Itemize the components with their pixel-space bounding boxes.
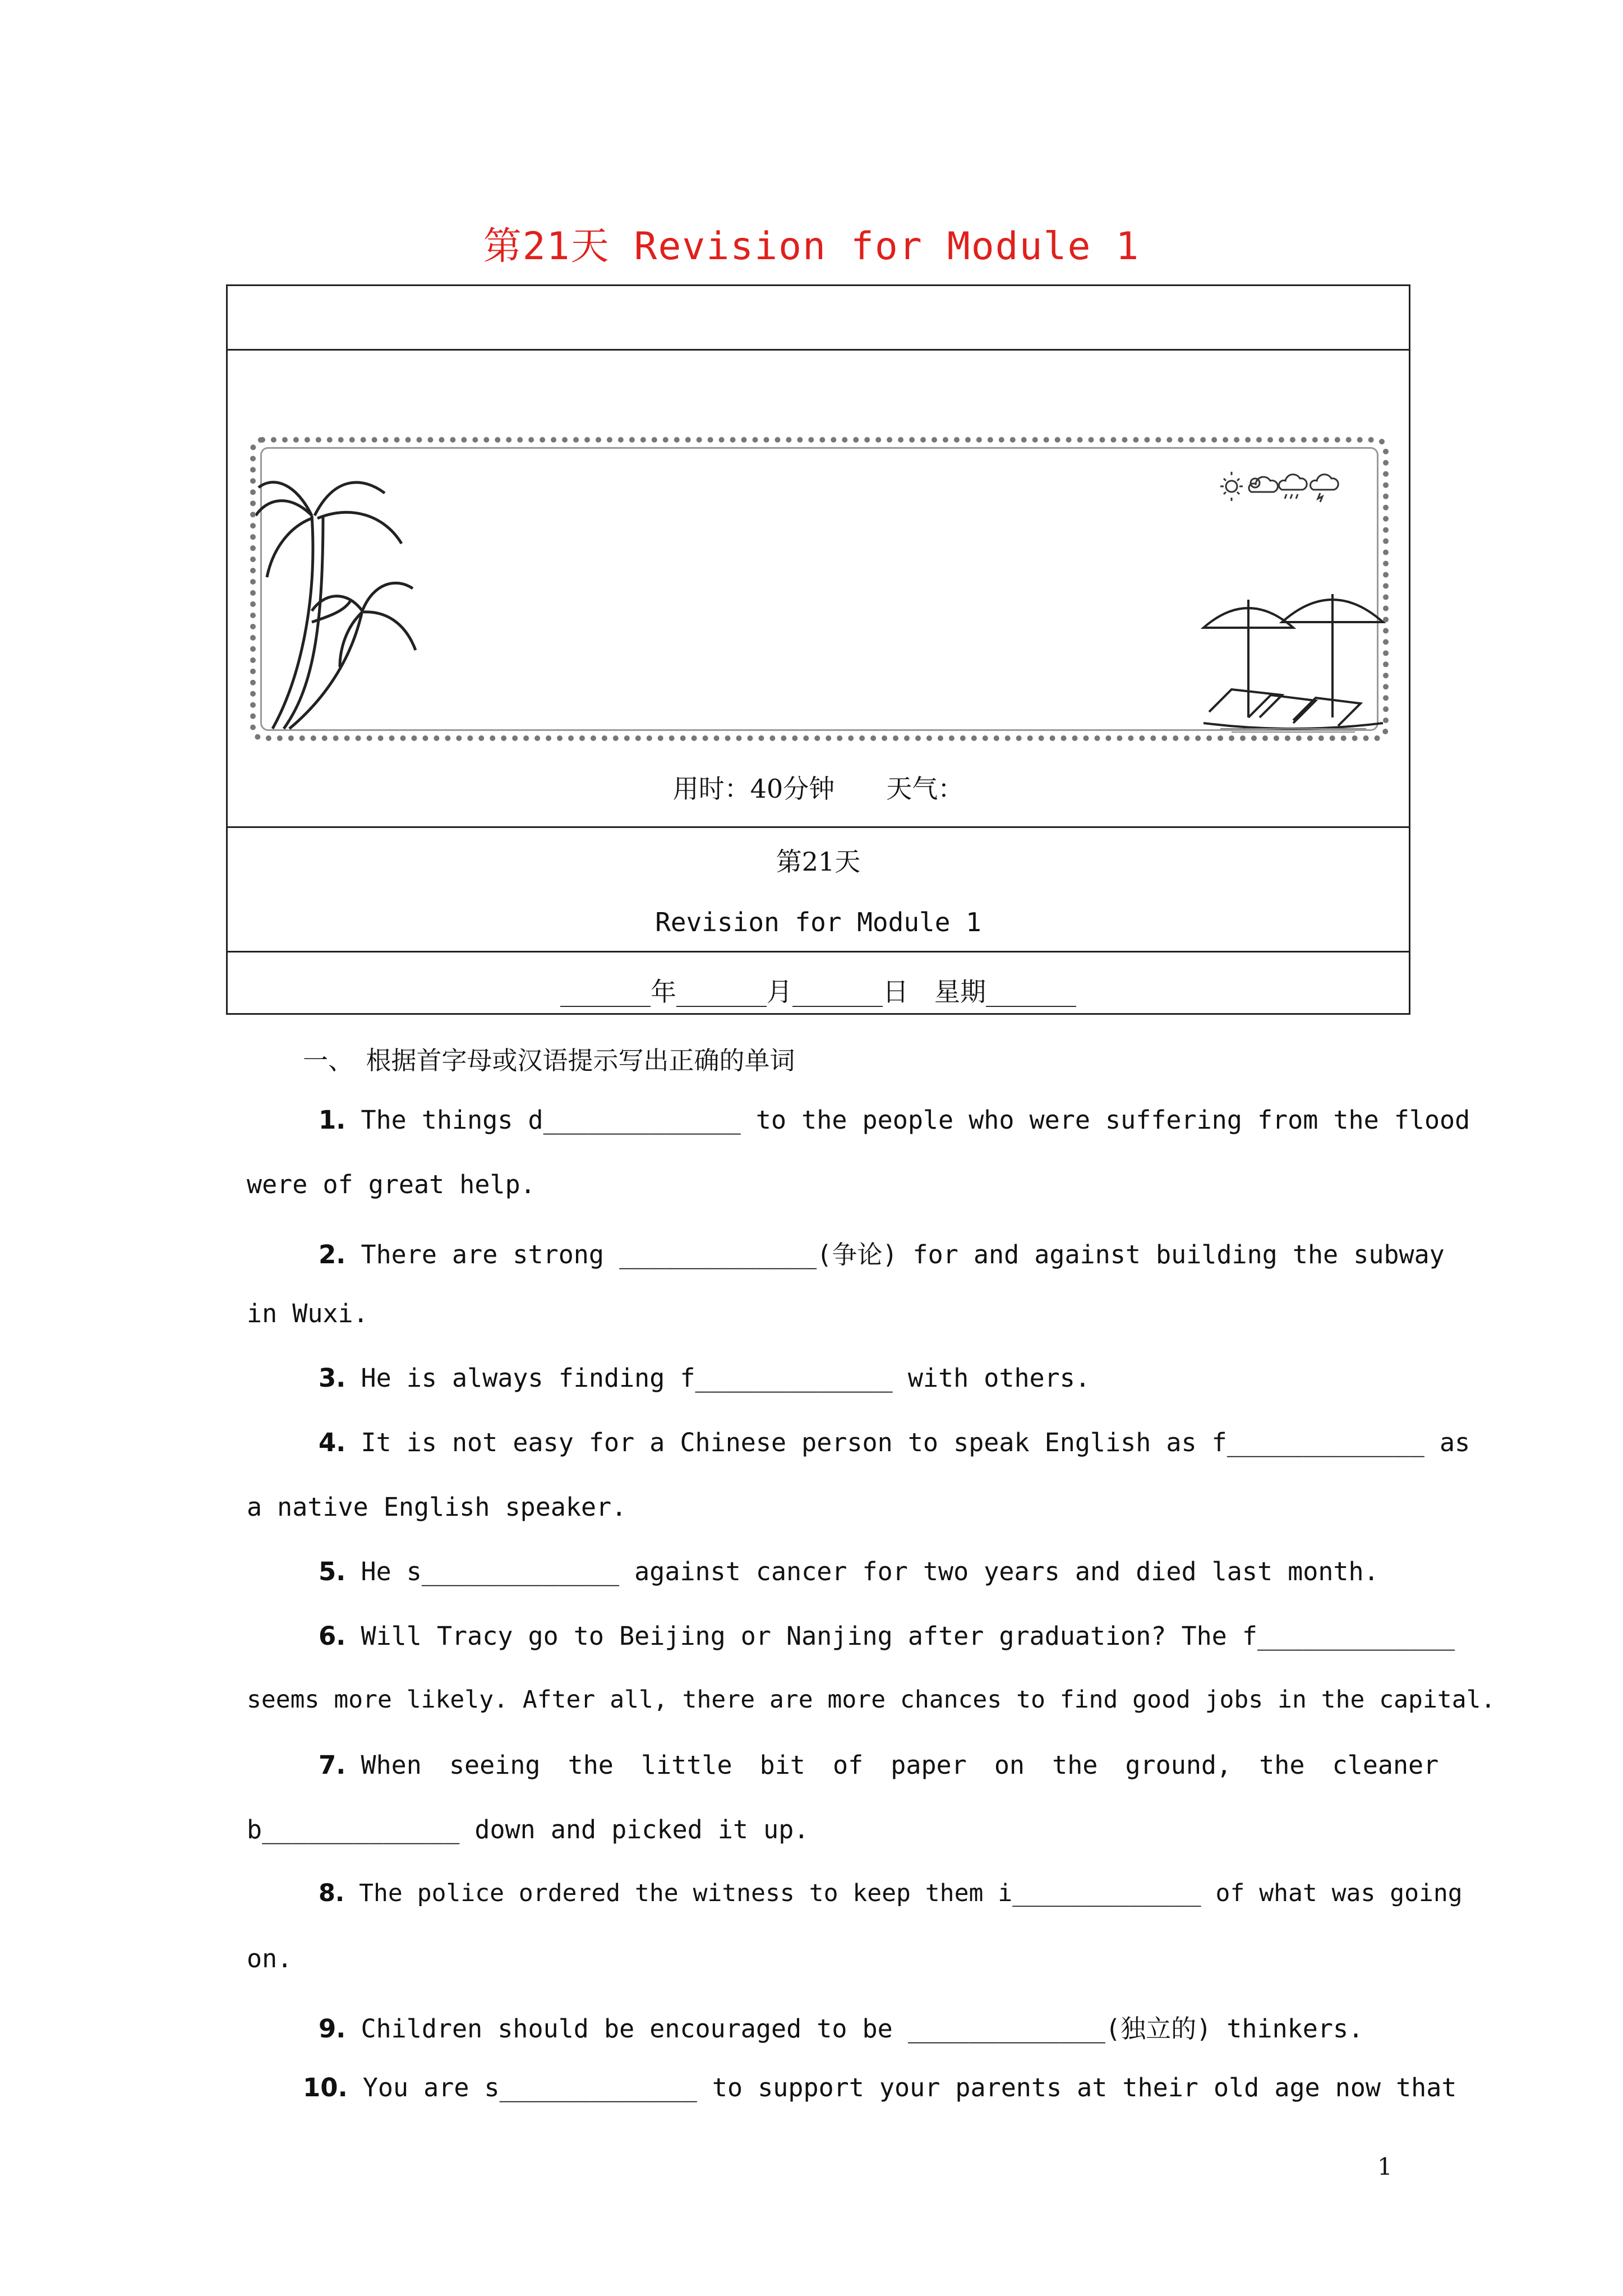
list-item: 9. Children should be encouraged to be _____________(独立的) thinkers.	[319, 2014, 1364, 2044]
list-item: 8. The police ordered the witness to keep them i_____________ of what was going	[319, 1879, 1463, 1907]
banner-frame	[250, 437, 1389, 741]
list-item: 10. You are s_____________ to support your parents at their old age now that	[303, 2073, 1457, 2102]
weather-icons	[1220, 470, 1349, 503]
list-item: 3. He is always finding f_____________ with others.	[319, 1363, 1090, 1393]
palm-tree-icon	[256, 465, 424, 734]
list-item: 7. When seeing the little bit of paper on the ground, the cleaner	[319, 1750, 1439, 1780]
page-title: 第21天 Revision for Module 1	[483, 224, 1140, 269]
list-item: 1. The things d_____________ to the people who were suffering from the flood	[319, 1105, 1470, 1135]
module-label: Revision for Module 1	[655, 907, 981, 937]
list-item-continuation: b_____________ down and picked it up.	[247, 1815, 809, 1844]
list-item: 6. Will Tracy go to Beijing or Nanjing after graduation? The f_____________	[319, 1621, 1455, 1651]
page-number: 1	[1377, 2153, 1393, 2180]
list-item-continuation: a native English speaker.	[247, 1492, 627, 1522]
header-table	[226, 284, 1410, 1015]
time-weather-label: 用时：40分钟 天气：	[672, 774, 964, 804]
table-divider	[228, 951, 1409, 953]
list-item: 4. It is not easy for a Chinese person to speak English as f_____________ as	[319, 1428, 1470, 1457]
day-label: 第21天	[776, 846, 861, 877]
table-divider	[228, 826, 1409, 828]
section-heading: 一、 根据首字母或汉语提示写出正确的单词	[303, 1046, 795, 1075]
table-divider	[228, 349, 1409, 351]
list-item-continuation: were of great help.	[247, 1170, 536, 1199]
date-line: _______年_______月_______日 星期_______	[560, 977, 1076, 1007]
beach-umbrella-icon	[1198, 583, 1389, 740]
list-item: 5. He s_____________ against cancer for two years and died last month.	[319, 1557, 1379, 1586]
list-item-continuation: seems more likely. After all, there are more chances to find good jobs in the capital.	[247, 1686, 1496, 1714]
list-item-continuation: in Wuxi.	[247, 1299, 368, 1328]
list-item-continuation: on.	[247, 1944, 293, 1973]
list-item: 2. There are strong _____________(争论) for and against building the subway	[319, 1240, 1445, 1269]
